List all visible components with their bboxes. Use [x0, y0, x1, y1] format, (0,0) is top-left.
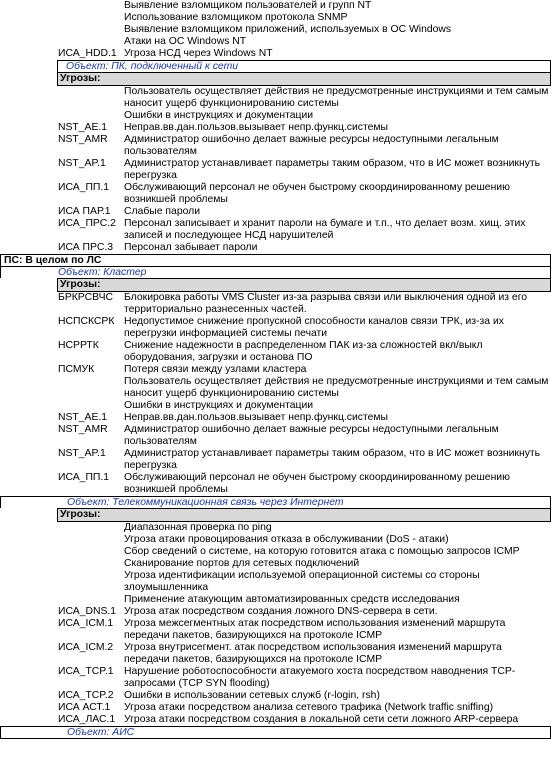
threat-text: Ошибки в использовании сетевых служб (r-login, rsh) — [124, 690, 380, 701]
threat-code: ИСА_TCP.1 — [58, 666, 114, 677]
threat-row — [0, 340, 551, 364]
threat-row — [0, 48, 551, 60]
threat-code: ИСА ПАР.1 — [58, 206, 111, 217]
threat-row — [0, 182, 551, 206]
threat-code: ИСА_HDD.1 — [58, 48, 117, 59]
text-line: Атаки на ОС Windows NT — [124, 36, 247, 47]
text-line: Пользователь осуществляет действия не предусмотренные инструкциями и тем самым наносит ущерб функционированию системы — [124, 376, 549, 399]
threat-text: Администратор устанавливает параметры таким образом, что в ИС может возникнуть перегрузка — [124, 448, 541, 471]
text-line: Диапазонная проверка по ping — [124, 522, 272, 533]
threat-text: Угроза межсегментных атак посредством использования изменений маршрута передачи пакетов, базирующихся на протоколе ICMP — [124, 618, 506, 641]
top-lines — [0, 0, 551, 60]
threat-code: NST_AP.1 — [58, 158, 106, 169]
threat-row — [0, 606, 551, 618]
pc-threats — [0, 86, 551, 254]
threat-row — [0, 412, 551, 424]
threat-text: Обслуживающий персонал не обучен быстрому скоординированному решению возникшей проблемы — [124, 472, 510, 495]
threat-code: ИСА АСТ.1 — [58, 702, 111, 713]
threat-row — [0, 448, 551, 472]
threat-text: Угроза атак посредством создания ложного DNS-сервера в сети. — [124, 606, 438, 617]
threat-text: Блокировка работы VMS Cluster из-за разрыва связи или выключения одной из его территориально разнесенных частей. — [124, 292, 528, 315]
object-header: Объект: Телекоммуникационная связь через Интернет — [0, 496, 551, 508]
threat-code: ИСА_ПП.1 — [58, 472, 110, 483]
threats-header: Угрозы: — [57, 508, 551, 522]
threat-code: ИСА_TCP.2 — [58, 690, 114, 701]
threat-code: ИСА_ПП.1 — [58, 182, 110, 193]
text-line: Угроза атаки провоцирования отказа в обслуживании (DoS - атаки) — [124, 534, 449, 545]
threat-code: NST_AE.1 — [58, 412, 108, 423]
threat-text: Снижение надежности в распределенном ПАК из-за сложностей вкл/выкл оборудования, загрузки и останова ПО — [124, 340, 483, 363]
threat-text: Администратор ошибочно делает важные ресурсы недоступными легальным пользователям — [124, 134, 499, 157]
text-line: Использование взломщиком протокола SNMP — [124, 12, 348, 23]
threat-row — [0, 218, 551, 242]
text-line: Выявление взломщиком приложений, используемых в ОС Windows — [124, 24, 452, 35]
threat-row — [0, 424, 551, 448]
threat-text: Угроза НСД через Windows NT — [124, 48, 273, 59]
threat-row — [0, 122, 551, 134]
threat-code: ИСА_ЛАС.1 — [58, 714, 116, 725]
threat-text: Администратор устанавливает параметры таким образом, что в ИС может возникнуть перегрузка — [124, 158, 541, 181]
threat-row — [0, 292, 551, 316]
text-line: Сбор сведений о системе, на которую готовится атака с помощью запросов ICMP — [124, 546, 520, 557]
threat-code: ИСА_ПРС.2 — [58, 218, 116, 229]
object-header: Объект: АИС — [0, 726, 551, 739]
threat-code: НСПСКСРК — [58, 316, 115, 327]
threat-text: Угроза атаки посредством анализа сетевого трафика (Network traffic sniffing) — [124, 702, 494, 713]
threat-text: Недопустимое снижение пропускной способности каналов связи ТРК, из-за их перегрузки информацией системы печати — [124, 316, 504, 339]
text-line: Угроза идентификации используемой операционной системы со стороны злоумышленника — [124, 570, 480, 593]
threat-code: ИСА ПРС.3 — [58, 242, 114, 253]
threat-text: Угроза атаки посредством создания в локальной сети сети ложного ARP-сервера — [124, 714, 519, 725]
threat-row — [0, 702, 551, 714]
threats-header: Угрозы: — [57, 72, 551, 86]
threat-code: ИСА_DNS.1 — [58, 606, 117, 617]
threat-row — [0, 364, 551, 376]
text-line: Пользователь осуществляет действия не предусмотренные инструкциями и тем самым наносит ущерб функционированию системы — [124, 86, 549, 109]
threat-code: ПСМУК — [58, 364, 95, 375]
object-header: Объект: ПК, подключенный к сети — [57, 60, 551, 72]
threat-row — [0, 618, 551, 642]
cluster-threats — [0, 292, 551, 496]
threat-row — [0, 690, 551, 702]
internet-threats — [0, 522, 551, 726]
threat-text: Потеря связи между узлами кластера — [124, 364, 307, 375]
threat-text: Неправ.вв.дан.пользов.вызывает непр.функц.системы — [124, 122, 389, 133]
threat-row — [0, 316, 551, 340]
text-line: Ошибки в инструкциях и документации — [124, 110, 314, 121]
text-line: Сканирование портов для сетевых подключений — [124, 558, 360, 569]
text-line: Выявление взломщиком пользователей и групп NT — [124, 0, 372, 11]
threat-code: БРКРСВЧС — [58, 292, 114, 303]
threat-row — [0, 158, 551, 182]
threat-text: Нарушение роботоспособности атакуемого хоста посредством наводнения TCP-запросами (TCP SYN flooding) — [124, 666, 516, 689]
threat-code: NST_AE.1 — [58, 122, 108, 133]
threats-header: Угрозы: — [57, 278, 551, 292]
threat-row — [0, 642, 551, 666]
threat-text: Персонал забывает пароли — [124, 242, 258, 253]
threat-text: Слабые пароли — [124, 206, 201, 217]
object-header: Объект: Кластер — [0, 266, 551, 278]
threat-text: Администратор ошибочно делает важные ресурсы недоступными легальным пользователям — [124, 424, 499, 447]
threat-code: NST_AP.1 — [58, 448, 106, 459]
threat-row — [0, 714, 551, 726]
threat-code: ИСА_ICM.1 — [58, 618, 114, 629]
threat-code: NST_AMR — [58, 424, 108, 435]
threat-row — [0, 242, 551, 254]
threat-row — [0, 206, 551, 218]
threat-text: Неправ.вв.дан.пользов.вызывает непр.функц.системы — [124, 412, 389, 423]
threat-text: Обслуживающий персонал не обучен быстрому скоординированному решению возникшей проблемы — [124, 182, 510, 205]
threat-text: Персонал записывает и хранит пароли на бумаге и т.п., что делает возм. хищ. этих записей и последующее НСД нарушителей — [124, 218, 526, 241]
text-line: Применение атакующим автоматизированных средств исследования — [124, 594, 460, 605]
threat-code: НСРРТК — [58, 340, 99, 351]
section-header-ps: ПС: В целом по ЛС — [0, 254, 551, 266]
threat-code: NST_AMR — [58, 134, 108, 145]
text-line: Ошибки в инструкциях и документации — [124, 400, 314, 411]
threat-row — [0, 472, 551, 496]
threat-row — [0, 666, 551, 690]
threat-text: Угроза внутрисегмент. атак посредством использования изменений маршрута передачи пакетов, базирующихся на протоколе ICMP — [124, 642, 502, 665]
threat-code: ИСА_ICM.2 — [58, 642, 114, 653]
threat-row — [0, 134, 551, 158]
